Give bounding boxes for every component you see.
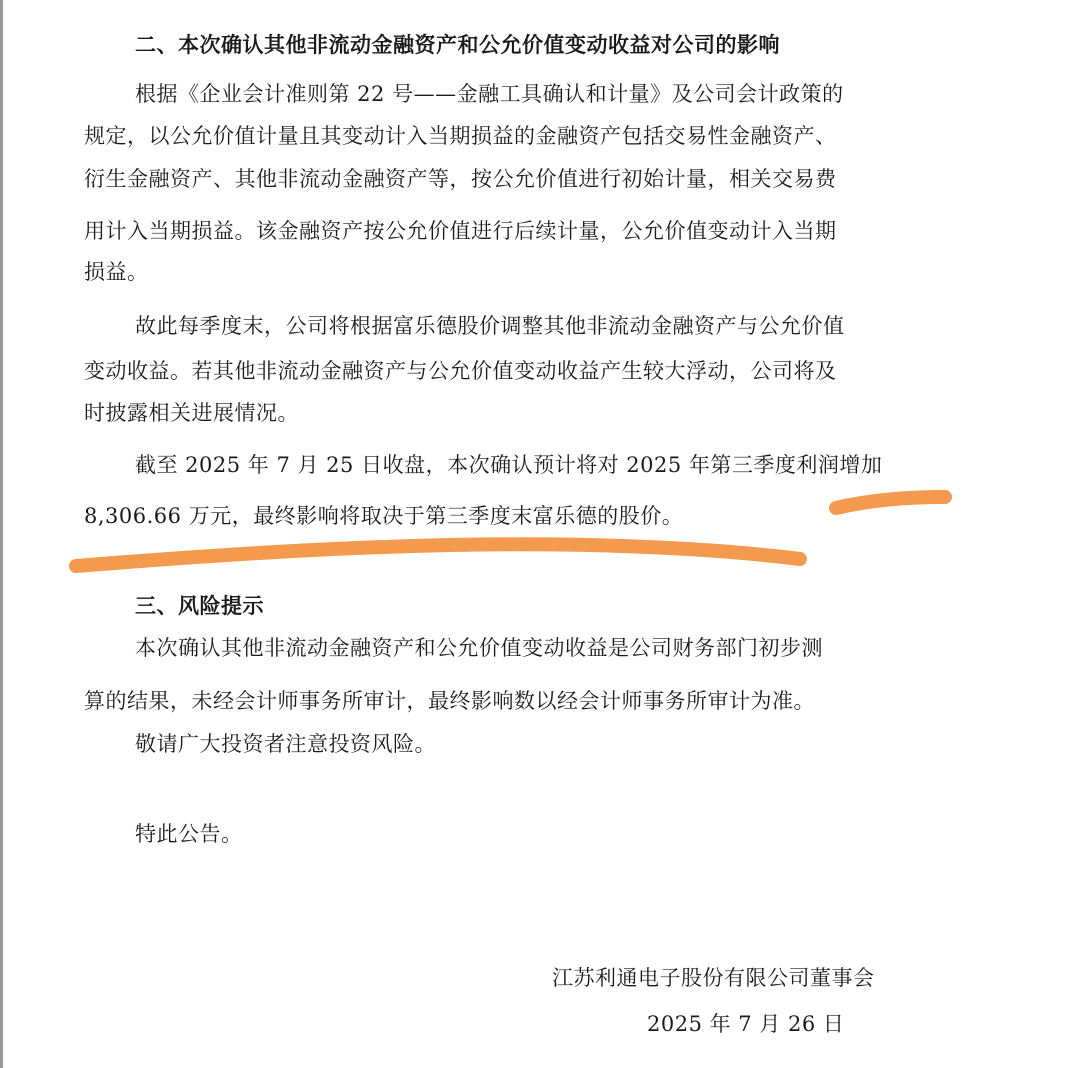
page-left-edge	[0, 0, 3, 1068]
section2-para1-line1: 根据《企业会计准则第 22 号——金融工具确认和计量》及公司会计政策的	[135, 82, 844, 106]
section2-para2-line2: 变动收益。若其他非流动金融资产与公允价值变动收益产生较大浮动，公司将及	[84, 359, 837, 383]
section2-para1-line5: 损益。	[84, 260, 149, 284]
signature-date: 2025 年 7 月 26 日	[647, 1012, 845, 1036]
section3-para2: 敬请广大投资者注意投资风险。	[135, 732, 436, 756]
section2-para3-line1: 截至 2025 年 7 月 25 日收盘，本次确认预计将对 2025 年第三季度利润增加	[135, 453, 883, 477]
section2-para2-line1: 故此每季度末，公司将根据富乐德股价调整其他非流动金融资产与公允价值	[135, 314, 845, 338]
section2-para2-line3: 时披露相关进展情况。	[84, 401, 299, 425]
section2-heading: 二、本次确认其他非流动金融资产和公允价值变动收益对公司的影响	[135, 32, 780, 57]
section2-para1-line3: 衍生金融资产、其他非流动金融资产等，按公允价值进行初始计量，相关交易费	[84, 167, 837, 191]
section2-para3-line2: 8,306.66 万元，最终影响将取决于第三季度末富乐德的股价。	[84, 504, 684, 528]
signature-company: 江苏利通电子股份有限公司董事会	[552, 966, 875, 990]
section2-para1-line2: 规定，以公允价值计量且其变动计入当期损益的金融资产包括交易性金融资产、	[84, 124, 837, 148]
section3-para1-line1: 本次确认其他非流动金融资产和公允价值变动收益是公司财务部门初步测	[135, 636, 823, 660]
highlight-stroke-upper	[836, 497, 945, 508]
closing-text: 特此公告。	[135, 822, 243, 846]
section3-heading: 三、风险提示	[135, 593, 264, 618]
section3-para1-line2: 算的结果，未经会计师事务所审计，最终影响数以经会计师事务所审计为准。	[84, 689, 815, 713]
section2-para1-line4: 用计入当期损益。该金融资产按公允价值进行后续计量，公允价值变动计入当期	[84, 219, 837, 243]
highlight-stroke-lower	[76, 544, 800, 566]
